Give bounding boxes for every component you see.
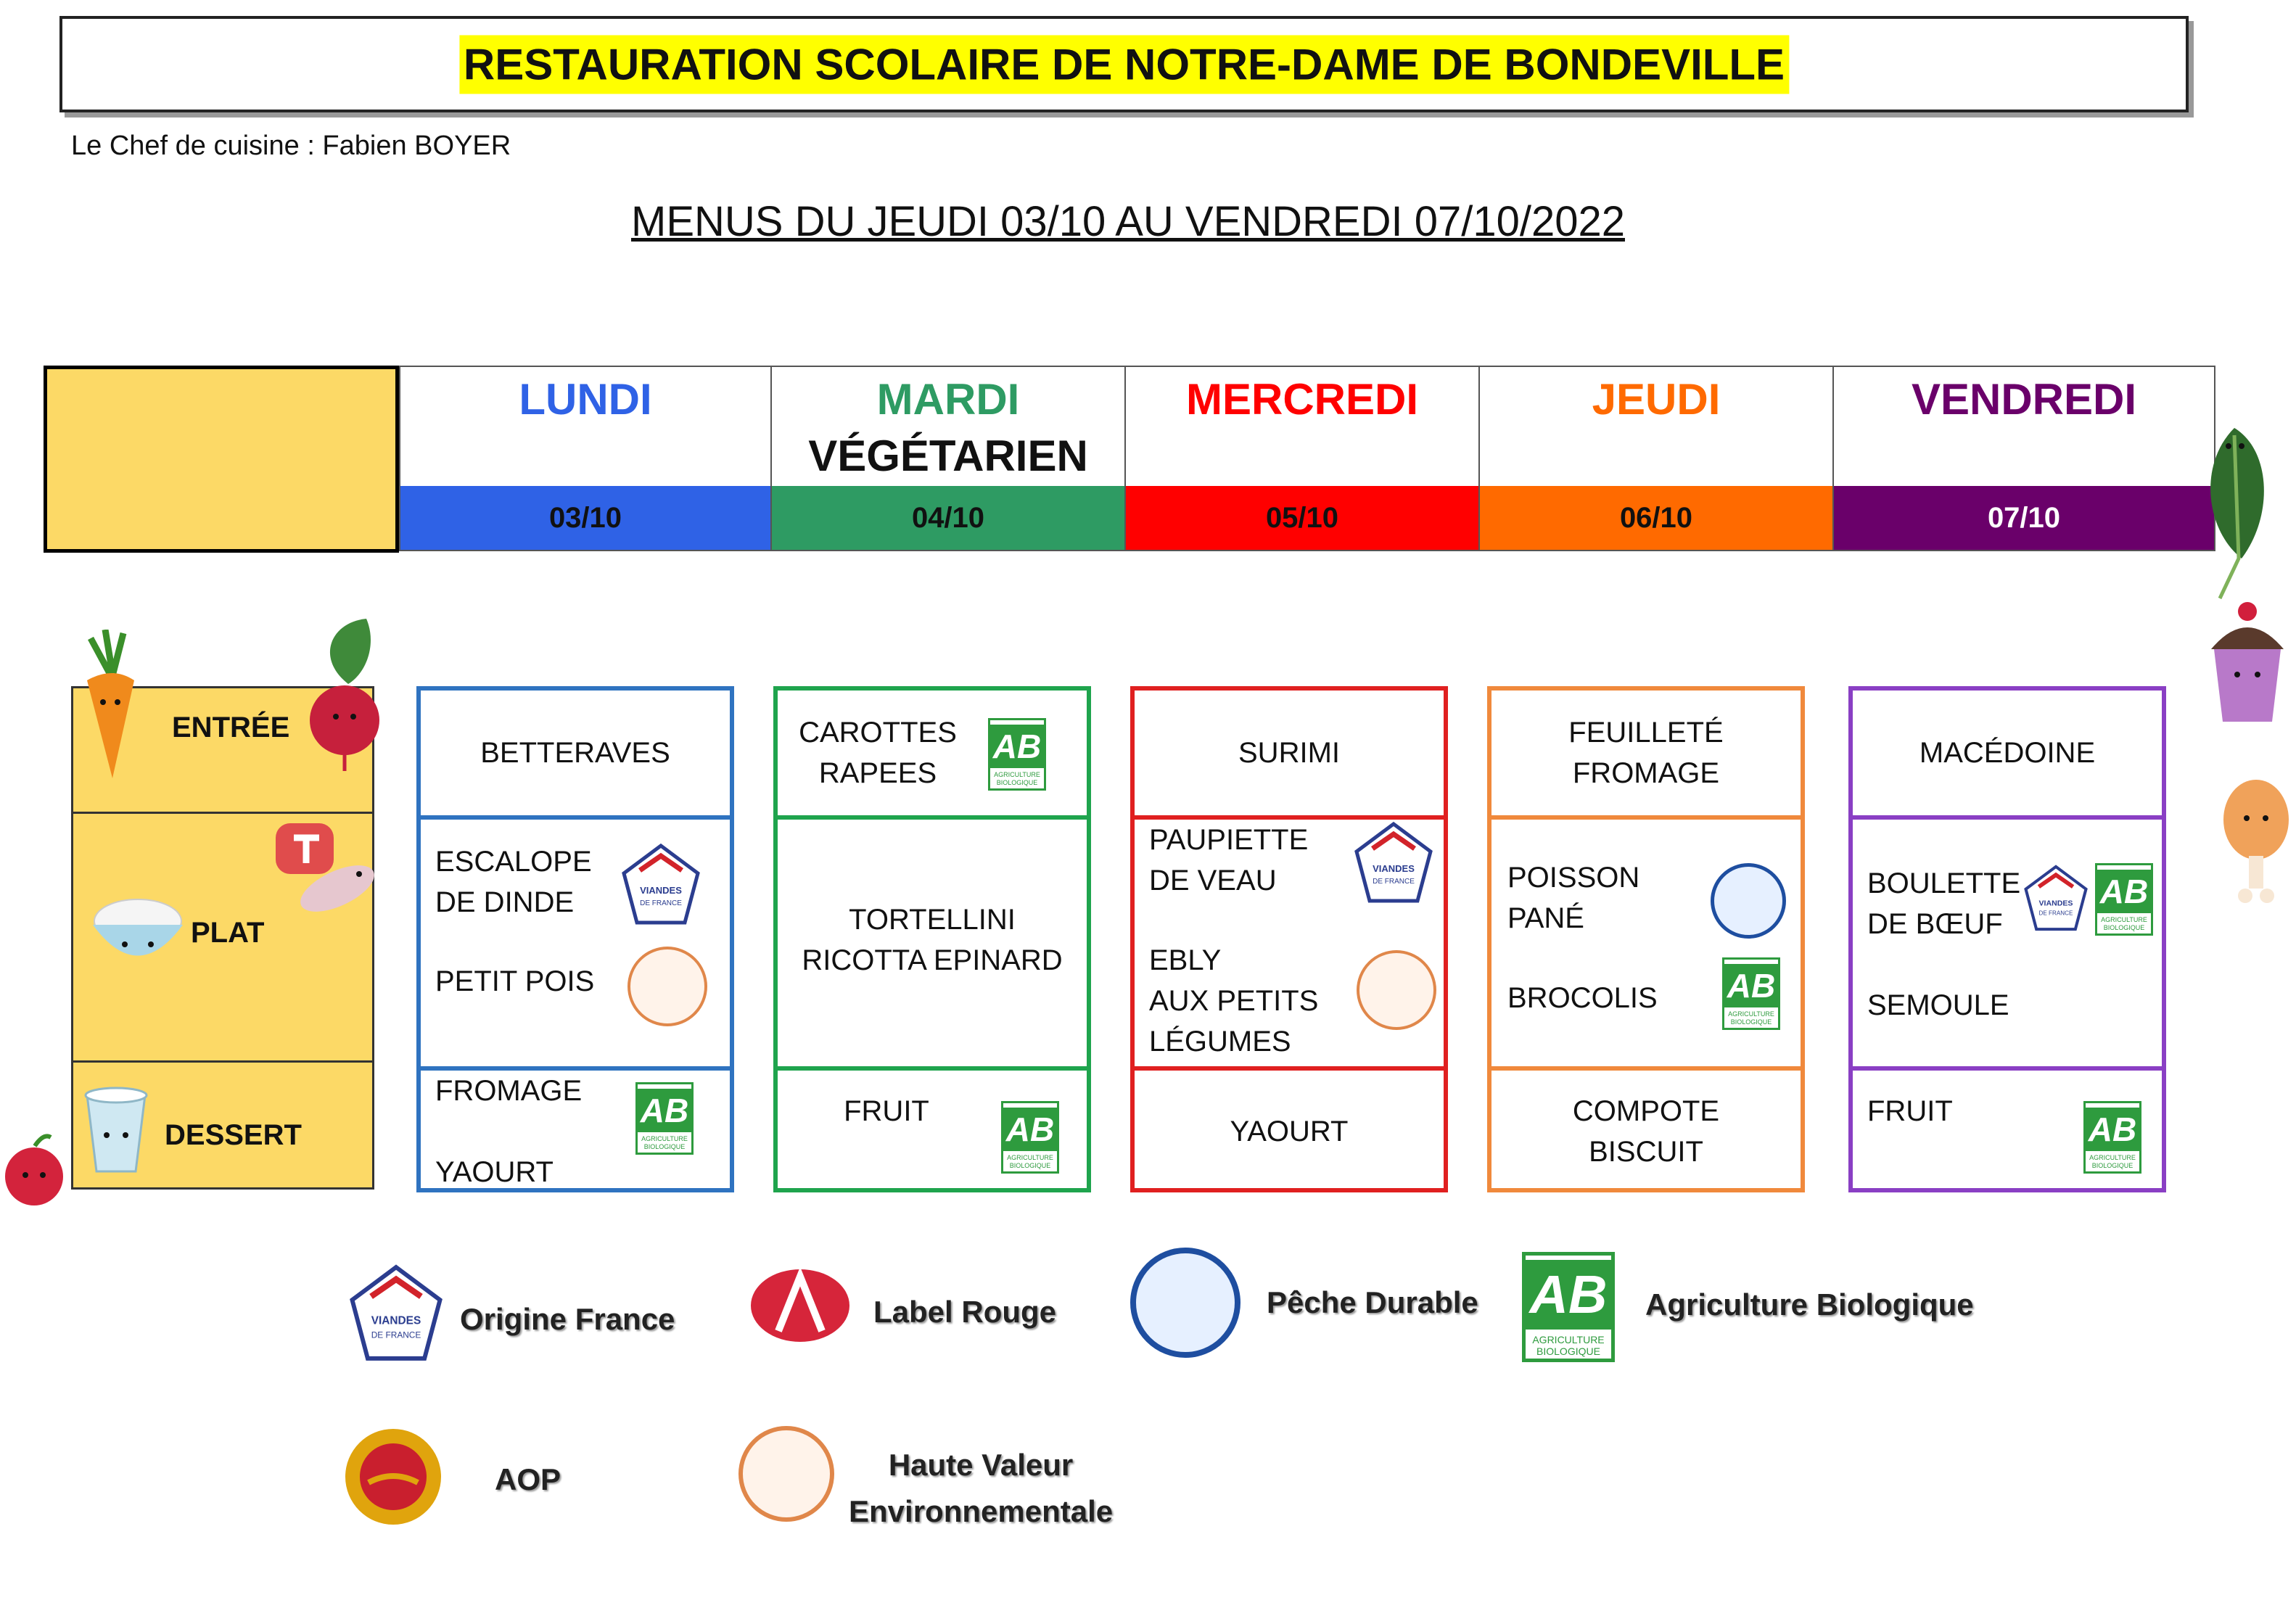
entree-cell — [1491, 691, 1801, 815]
apple-icon — [0, 1132, 69, 1208]
entree-cell — [1853, 691, 2162, 815]
header-corner-cell — [44, 366, 399, 553]
menu-item: BROCOLIS — [1507, 982, 1658, 1014]
menu-item: FROMAGE — [435, 1075, 583, 1107]
ab-icon: AB AGRICULTURE BIOLOGIQUE — [2083, 1101, 2141, 1174]
dessert-cell — [1135, 1066, 1444, 1188]
plat-cell — [778, 815, 1087, 1066]
menu-item: TORTELLINI RICOTTA EPINARD — [802, 904, 1063, 976]
entree-cell — [778, 691, 1087, 815]
origine-france-icon — [344, 1262, 448, 1364]
course-label: DESSERT — [165, 1119, 302, 1151]
menu-item: FRUIT — [1867, 1095, 1953, 1127]
label-rouge-icon — [746, 1262, 855, 1349]
menu-item: FEUILLETÉ FROMAGE — [1568, 717, 1724, 789]
menu-column-mercredi — [1130, 686, 1448, 1192]
page-title: RESTAURATION SCOLAIRE DE NOTRE-DAME DE BONDEVILLE — [459, 35, 1789, 94]
day-name: JEUDI — [1592, 375, 1721, 424]
week-title: MENUS DU JEUDI 03/10 AU VENDREDI 07/10/2022 — [631, 198, 1625, 245]
svg-text:VIANDES: VIANDES — [640, 885, 682, 896]
menu-column-jeudi — [1487, 686, 1805, 1192]
entree-cell — [421, 691, 730, 815]
svg-text:VIANDES: VIANDES — [371, 1314, 421, 1327]
peche-durable-icon — [1130, 1248, 1240, 1358]
legend-aop: AOP — [495, 1462, 561, 1496]
hve-icon — [1357, 950, 1436, 1030]
day-date: 04/10 — [772, 486, 1124, 550]
menu-item: BETTERAVES — [480, 737, 670, 769]
day-name: LUNDI — [519, 375, 652, 424]
ab-icon: AB AGRICULTURE BIOLOGIQUE — [1001, 1101, 1059, 1174]
origine-france-icon — [618, 841, 704, 927]
day-date: 03/10 — [400, 486, 770, 550]
svg-text:DE FRANCE: DE FRANCE — [371, 1330, 421, 1340]
ab-icon: AB AGRICULTURE BIOLOGIQUE — [988, 718, 1046, 791]
legend-peche-durable: Pêche Durable — [1267, 1285, 1478, 1319]
menu-item: ESCALOPE DE DINDE — [435, 846, 592, 918]
menu-item: MACÉDOINE — [1919, 737, 2096, 769]
menu-column-mardi — [773, 686, 1091, 1192]
svg-text:DE FRANCE: DE FRANCE — [2038, 910, 2073, 917]
entree-cell — [1135, 691, 1444, 815]
legend-label-rouge: Label Rouge — [873, 1295, 1057, 1329]
spinach-icon — [2191, 421, 2278, 602]
day-name: MARDI — [876, 375, 1020, 424]
day-name: VENDREDI — [1911, 375, 2137, 424]
hve-icon — [628, 947, 707, 1026]
course-label: PLAT — [191, 917, 265, 949]
menu-item: POISSON PANÉ — [1507, 862, 1640, 934]
peche-durable-icon — [1711, 863, 1786, 939]
ab-icon: AB AGRICULTURE BIOLOGIQUE — [635, 1082, 694, 1155]
origine-france-icon — [1351, 820, 1436, 905]
menu-item: SEMOULE — [1867, 989, 2009, 1021]
plat-cell — [1853, 815, 2162, 1066]
rice-bowl-icon — [87, 892, 189, 972]
chef-line: Le Chef de cuisine : Fabien BOYER — [71, 131, 511, 161]
chicken-leg-icon — [2216, 776, 2296, 903]
legend-agriculture-bio: Agriculture Biologique — [1645, 1287, 1974, 1322]
aop-icon — [342, 1426, 444, 1528]
day-subtitle: VÉGÉTARIEN — [808, 432, 1088, 480]
day-header-mardi — [770, 366, 1126, 551]
plat-cell — [421, 815, 730, 1066]
ab-icon: AB AGRICULTURE BIOLOGIQUE — [2095, 863, 2153, 936]
hve-icon — [738, 1426, 834, 1522]
menu-item: YAOURT — [1230, 1116, 1349, 1147]
plat-cell — [1491, 815, 1801, 1066]
beetroot-icon — [308, 615, 388, 771]
course-label: ENTRÉE — [172, 712, 290, 743]
dessert-cell — [1491, 1066, 1801, 1188]
legend-hve: Haute Valeur Environnementale — [849, 1448, 1114, 1528]
origine-france-icon — [2021, 863, 2091, 933]
day-date: 06/10 — [1480, 486, 1832, 550]
menu-column-vendredi — [1848, 686, 2166, 1192]
menu-item: CAROTTES RAPEES — [799, 717, 957, 789]
title-banner — [59, 16, 2189, 112]
day-header-lundi — [399, 366, 772, 551]
dessert-cell — [421, 1066, 730, 1188]
menu-item: EBLY AUX PETITS LÉGUMES — [1149, 944, 1319, 1058]
day-header-mercredi — [1124, 366, 1480, 551]
svg-text:DE FRANCE: DE FRANCE — [640, 899, 682, 907]
carrot-icon — [73, 630, 145, 782]
day-name: MERCREDI — [1185, 375, 1418, 424]
menu-item: BOULETTE DE BŒUF — [1867, 867, 2021, 940]
cupcake-icon — [2205, 598, 2289, 725]
legend-origine-france: Origine France — [460, 1302, 675, 1336]
dessert-cell — [778, 1066, 1087, 1188]
dessert-cell — [1853, 1066, 2162, 1188]
day-header-vendredi — [1832, 366, 2215, 551]
menu-item: COMPOTE BISCUIT — [1572, 1095, 1720, 1168]
day-date: 05/10 — [1126, 486, 1478, 550]
menu-item: FRUIT — [844, 1095, 929, 1127]
svg-text:VIANDES: VIANDES — [1373, 863, 1415, 874]
day-date: 07/10 — [1834, 486, 2214, 550]
ab-icon: AB AGRICULTURE BIOLOGIQUE — [1522, 1252, 1615, 1362]
yogurt-icon — [76, 1077, 156, 1175]
svg-text:VIANDES: VIANDES — [2038, 899, 2073, 908]
plat-cell — [1135, 815, 1444, 1066]
menu-item: PETIT POIS — [435, 965, 595, 997]
meat-fish-icon — [268, 816, 384, 932]
menu-item: SURIMI — [1238, 737, 1340, 769]
menu-item: YAOURT — [435, 1156, 554, 1188]
ab-icon: AB AGRICULTURE BIOLOGIQUE — [1722, 957, 1780, 1030]
day-header-jeudi — [1478, 366, 1834, 551]
menu-item: PAUPIETTE DE VEAU — [1149, 824, 1309, 897]
svg-text:DE FRANCE: DE FRANCE — [1373, 878, 1415, 886]
menu-column-lundi — [416, 686, 734, 1192]
